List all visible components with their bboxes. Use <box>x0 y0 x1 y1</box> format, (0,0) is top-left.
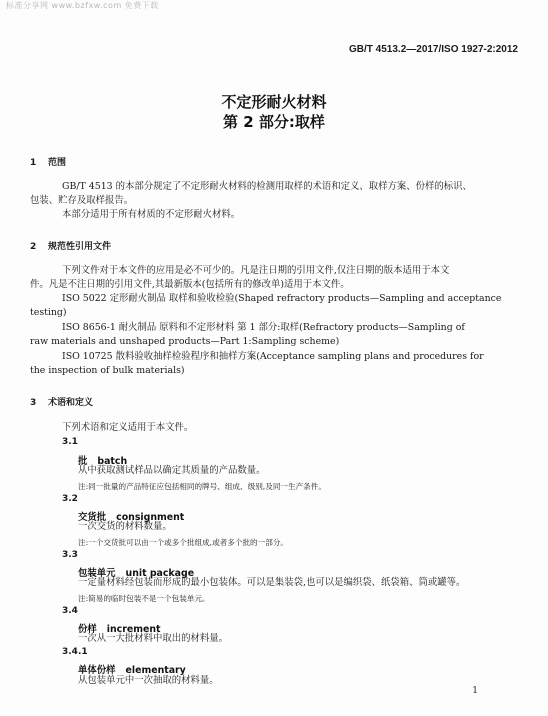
term-definition: 一定量材料经包装而形成的最小包装体。可以是集装袋,也可以是编织袋、纸袋箱、筒或罐等。 <box>78 577 466 588</box>
reference-iso-5022: ISO 5022 定形耐火制品 取样和验收检验(Shaped refractory products—Sampling and acceptance <box>62 293 502 304</box>
section-1-heading <box>30 155 66 168</box>
term-definition: 一次交货的材料数量。 <box>78 521 172 532</box>
reference-iso-8656-cont: raw materials and unshaped products—Part 1:Sampling scheme) <box>30 336 340 347</box>
term-en: increment <box>106 624 161 635</box>
term-zh: 份样 <box>78 624 97 635</box>
term-definition: 从中获取测试样品以确定其质量的产品数量。 <box>78 465 266 476</box>
term-en: consignment <box>116 512 185 523</box>
section-3-heading <box>30 395 93 408</box>
term-note: 注:一个交货批可以由一个或多个批组成,或者多个批的一部分。 <box>78 538 289 547</box>
term-en: unit package <box>125 568 195 579</box>
term-number: 3.3 <box>62 550 78 560</box>
watermark-text: 标准分享网 www.bzfxw.com 免费下载 <box>6 1 159 10</box>
term-zh: 包装单元 <box>78 568 116 579</box>
term-number: 3.4.1 <box>62 647 88 657</box>
section-2-paragraph-line: 件。凡是不注日期的引用文件,其最新版本(包括所有的修改单)适用于本文件。 <box>30 279 350 290</box>
section-3-intro: 下列术语和定义适用于本文件。 <box>62 422 194 433</box>
term-zh: 单体份样 <box>78 665 116 676</box>
document-title: 不定形耐火材料 <box>221 93 327 111</box>
section-title: 范围 <box>48 158 67 168</box>
document-subtitle: 第 2 部分:取样 <box>223 113 325 131</box>
section-number: 2 <box>30 242 37 252</box>
term-note: 注:简易的临时包装不是一个包装单元。 <box>78 594 210 603</box>
section-1-paragraph: 本部分适用于所有材质的不定形耐火材料。 <box>62 209 241 220</box>
term-number: 3.1 <box>62 437 78 447</box>
section-title: 术语和定义 <box>48 398 94 408</box>
term-note: 注:同一批量的产品特征应包括相同的牌号、组成、级别,及同一生产条件。 <box>78 482 326 491</box>
term-en: elementary <box>125 665 186 676</box>
section-number: 1 <box>30 158 37 168</box>
section-number: 3 <box>30 398 37 408</box>
term-zh: 批 <box>78 456 88 467</box>
term-number: 3.4 <box>62 606 78 616</box>
section-1-paragraph-line: 包装、贮存及取样报告。 <box>30 195 134 206</box>
term-number: 3.2 <box>62 494 78 504</box>
term-zh: 交货批 <box>78 512 107 523</box>
section-title: 规范性引用文件 <box>48 242 112 252</box>
reference-iso-8656: ISO 8656-1 耐火制品 原料和不定形材料 第 1 部分:取样(Refractory products—Sampling of <box>62 322 465 333</box>
section-2-paragraph-line: 下列文件对于本文件的应用是必不可少的。凡是注日期的引用文件,仅注日期的版本适用于本文 <box>62 265 450 276</box>
term-en: batch <box>97 456 128 467</box>
section-1-paragraph-line: GB/T 4513 的本部分规定了不定形耐火材料的检测用取样的术语和定义、取样方案、份样的标识、 <box>62 181 472 192</box>
section-2-heading <box>30 239 111 252</box>
reference-iso-10725-cont: the inspection of bulk materials) <box>30 365 185 376</box>
term-definition: 一次从一大批材料中取出的材料量。 <box>78 633 229 644</box>
reference-iso-10725: ISO 10725 散料验收抽样检验程序和抽样方案(Acceptance sampling plans and procedures for <box>62 351 484 362</box>
standard-code: GB/T 4513.2—2017/ISO 1927-2:2012 <box>349 44 518 55</box>
page-number: 1 <box>472 686 478 696</box>
term-definition: 从包装单元中一次抽取的材料量。 <box>78 675 219 686</box>
reference-iso-5022-cont: testing) <box>30 307 67 318</box>
